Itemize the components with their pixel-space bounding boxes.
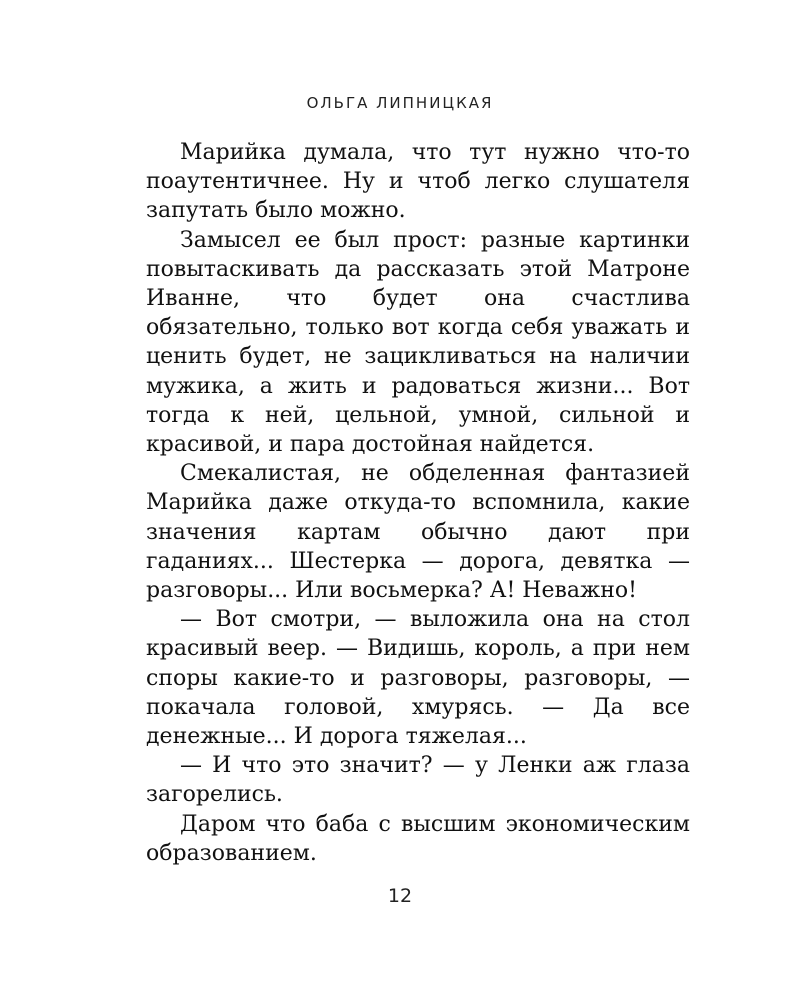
paragraph: Смекалистая, не обделенная фантазией Марийка даже откуда-то вспомнила, какие значения картам обычно дают при гаданиях... Шестерка — дорога, девятка — разговоры... Или восьмерка? А! Неважно!: [146, 461, 690, 604]
body-text: [146, 138, 690, 868]
paragraph: Даром что баба с высшим экономическим образованием.: [146, 811, 690, 866]
paragraph: Марийка думала, что тут нужно что-то поаутентичнее. Ну и чтоб легко слушателя запутать было можно.: [146, 140, 690, 224]
running-header-author: ОЛЬГА ЛИПНИЦКАЯ: [306, 94, 494, 112]
paragraph: — И что это значит? — у Ленки аж глаза загорелись.: [146, 753, 690, 808]
paragraph: Замысел ее был прост: разные картинки повытаскивать да рассказать этой Матроне Иванне, что будет она счастлива обязательно, только вот когда себя уважать и ценить будет, не зацикливаться на наличии мужика, а жить и радоваться жизни... Вот тогда к ней, цельной, умной, сильной и красивой, и пара достойная найдется.: [146, 227, 690, 458]
paragraph: — Вот смотри, — выложила она на стол красивый веер. — Видишь, король, а при нем споры какие-то и разговоры, разговоры, — покачала головой, хмурясь. — Да все денежные... И дорога тяжелая...: [146, 607, 690, 750]
page-number: 12: [387, 885, 413, 907]
